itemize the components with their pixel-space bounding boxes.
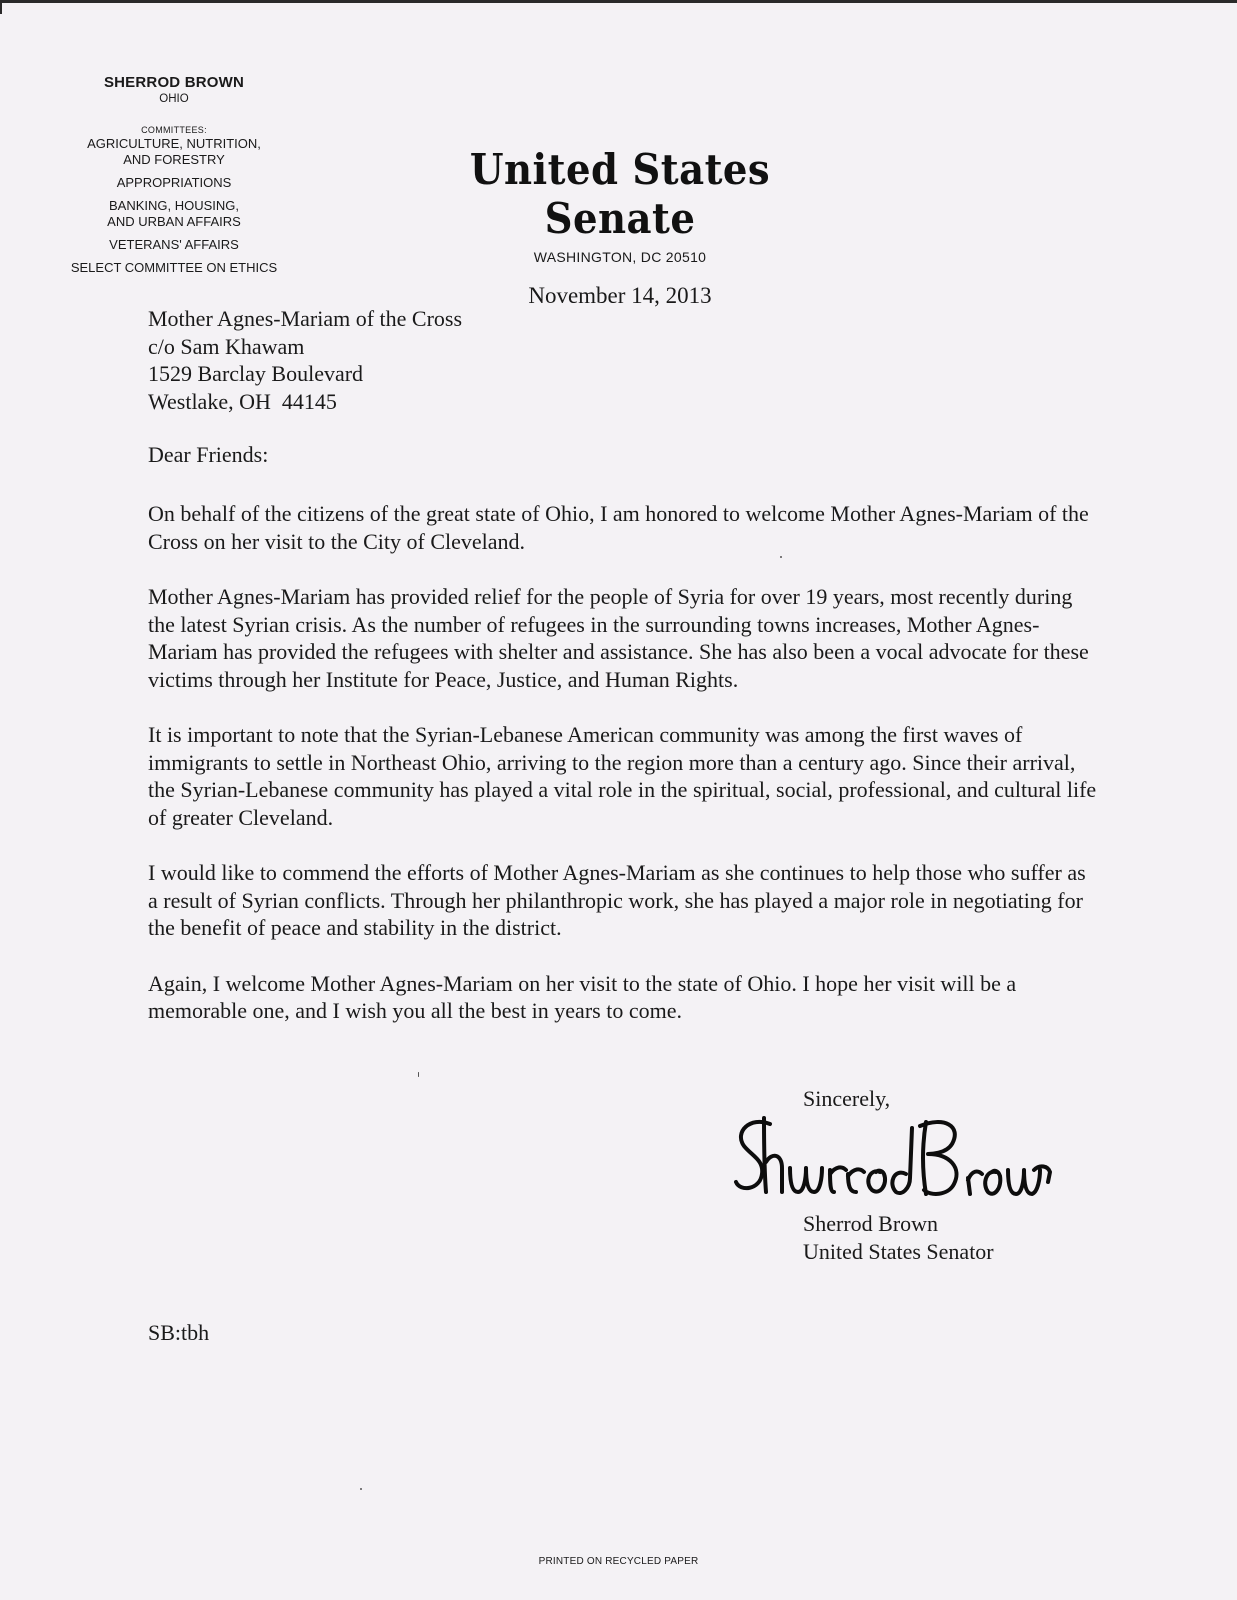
typist-initials: SB:tbh — [148, 1320, 210, 1345]
committee-line: AND URBAN AFFAIRS — [107, 214, 241, 229]
signer-title: United States Senator — [803, 1238, 994, 1264]
scan-speck — [360, 1488, 362, 1490]
sender-block — [40, 74, 308, 275]
signer-name: Sherrod Brown — [803, 1211, 939, 1236]
letterhead — [400, 145, 840, 309]
letterhead-title: United States Senate — [469, 145, 771, 243]
committee-line: AGRICULTURE, NUTRITION, — [87, 136, 261, 151]
body-paragraph: I would like to commend the efforts of Mother Agnes-Mariam as she continues to help those who suffer as a result of Syrian conflicts. Through her philanthropic work, she has played a major role in negotiating for the benefit of peace and stability in the district. — [148, 860, 1086, 940]
scan-edge-left — [0, 0, 2, 14]
address-line: Westlake, OH 44145 — [148, 388, 337, 414]
address-line: c/o Sam Khawam — [148, 333, 305, 359]
closing: Sincerely, — [803, 1086, 891, 1111]
footer-note: PRINTED ON RECYCLED PAPER — [538, 1556, 699, 1567]
committee-line: AND FORESTRY — [123, 152, 225, 167]
scan-edge-top — [0, 0, 1237, 3]
committee-line: BANKING, HOUSING, — [108, 198, 240, 213]
scan-speck — [418, 1072, 419, 1077]
handwritten-signature — [730, 1112, 1055, 1208]
sender-name: SHERROD BROWN — [103, 74, 245, 91]
letter-date: November 14, 2013 — [528, 283, 712, 308]
sender-state: OHIO — [159, 93, 189, 105]
committee-line: SELECT COMMITTEE ON ETHICS — [70, 260, 278, 275]
salutation: Dear Friends: — [148, 442, 269, 467]
signer-block — [803, 1210, 994, 1265]
body-paragraph: On behalf of the citizens of the great state of Ohio, I am honored to welcome Mother Agnes-Mariam of the Cross on her visit to the City of Cleveland. — [148, 501, 1089, 554]
recipient-address — [148, 305, 462, 415]
committee-line: APPROPRIATIONS — [116, 175, 232, 190]
body-paragraph: Mother Agnes-Mariam has provided relief for the people of Syria for over 19 years, most recently during the latest Syrian crisis. As the number of refugees in the surrounding towns increases, Mother Agnes-Mariam has provided the refugees with shelter and assistance. She has also been a vocal advocate for these victims through her Institute for Peace, Justice, and Human Rights. — [148, 584, 1089, 692]
body-paragraph: Again, I welcome Mother Agnes-Mariam on her visit to the state of Ohio. I hope her visit will be a memorable one, and I wish you all the best in years to come. — [148, 970, 1017, 1023]
letterhead-city: WASHINGTON, DC 20510 — [533, 249, 707, 265]
address-line: 1529 Barclay Boulevard — [148, 361, 364, 386]
letter-body — [148, 500, 1098, 1053]
scan-speck — [780, 556, 782, 558]
body-paragraph: It is important to note that the Syrian-Lebanese American community was among the first waves of immigrants to settle in Northeast Ohio, arriving to the region more than a century ago. Since their arrival, the Syrian-Lebanese community has played a vital role in the spiritual, social, professional, and cultural life of greater Cleveland. — [148, 722, 1097, 830]
committee-line: VETERANS' AFFAIRS — [109, 237, 239, 252]
address-line: Mother Agnes-Mariam of the Cross — [148, 306, 463, 331]
committees-label: COMMITTEES: — [141, 125, 207, 135]
